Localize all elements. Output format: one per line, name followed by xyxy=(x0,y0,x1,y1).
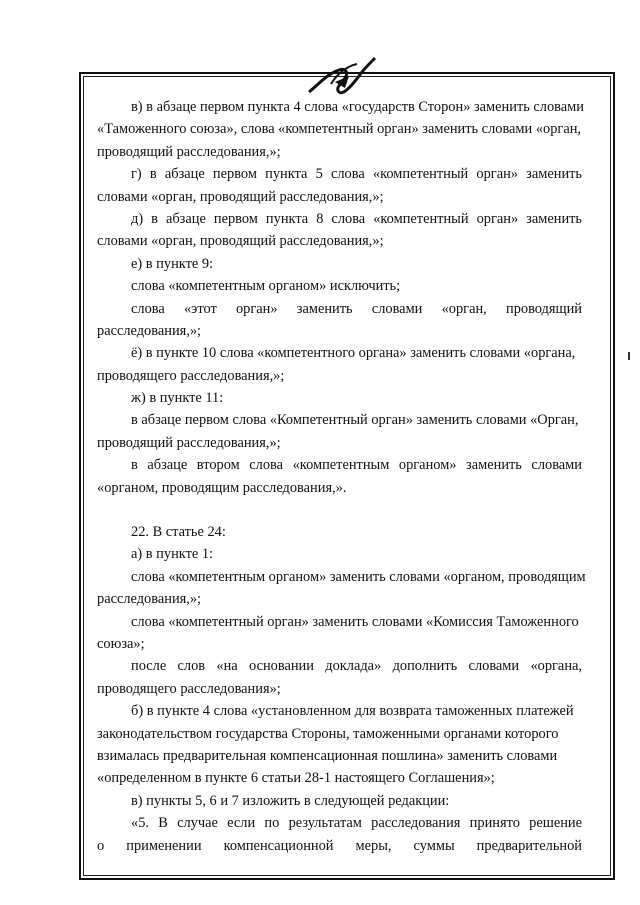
text-line: в абзаце первом слова «Компетентный орган» заменить словами «Орган, xyxy=(131,412,579,429)
paragraph-gap xyxy=(97,499,582,521)
text-line: расследования,»; xyxy=(97,322,202,339)
text-line: после слов «на основании доклада» дополнить словами «органа, xyxy=(131,658,582,675)
text-line: «5. В случае если по результатам расследования принято решение xyxy=(131,815,582,832)
text-line: расследования,»; xyxy=(97,591,202,608)
text-line: законодательством государства Стороны, таможенными органами которого xyxy=(97,725,559,742)
text-line: а) в пункте 1: xyxy=(131,546,214,563)
text-line: слова «компетентный орган» заменить словами «Комиссия Таможенного xyxy=(131,613,579,630)
section-heading: 22. В статье 24: xyxy=(131,524,226,541)
text-line: слова «компетентным органом» исключить; xyxy=(131,278,401,295)
text-line: словами «орган, проводящий расследования,»; xyxy=(97,233,384,250)
document-body xyxy=(97,96,586,857)
text-line: о применении компенсационной меры, суммы предварительной xyxy=(97,837,582,854)
text-line: ж) в пункте 11: xyxy=(131,390,224,407)
text-line: е) в пункте 9: xyxy=(131,255,214,272)
text-line: б) в пункте 4 слова «установленном для возврата таможенных платежей xyxy=(131,703,574,720)
text-line: в) пункты 5, 6 и 7 изложить в следующей редакции: xyxy=(131,792,450,809)
text-line: «определенном в пункте 6 статьи 28-1 настоящего Соглашения»; xyxy=(97,770,495,787)
text-line: проводящий расследования,»; xyxy=(97,143,281,160)
text-line: проводящего расследования,»; xyxy=(97,367,285,384)
text-line: в) в абзаце первом пункта 4 слова «государств Сторон» заменить словами xyxy=(131,99,584,115)
text-line: словами «орган, проводящий расследования,»; xyxy=(97,188,384,205)
text-line: в абзаце втором слова «компетентным органом» заменить словами xyxy=(131,457,582,474)
text-line: г) в абзаце первом пункта 5 слова «компетентный орган» заменить xyxy=(131,166,582,183)
text-line: проводящего расследования»; xyxy=(97,680,281,697)
signature-emblem-icon xyxy=(305,54,377,98)
text-line: «Таможенного союза», слова «компетентный орган» заменить словами «орган, xyxy=(97,121,582,138)
text-line: взималась предварительная компенсационная пошлина» заменить словами xyxy=(97,747,558,764)
scan-mark xyxy=(628,352,630,360)
text-line: «органом, проводящим расследования,». xyxy=(97,479,347,496)
text-line: д) в абзаце первом пункта 8 слова «компетентный орган» заменить xyxy=(131,210,582,227)
text-line: проводящий расследования,»; xyxy=(97,434,281,451)
text-line: ё) в пункте 10 слова «компетентного органа» заменить словами «органа, xyxy=(131,345,576,362)
text-line: слова «компетентным органом» заменить словами «органом, проводящим xyxy=(131,568,586,585)
text-line: союза»; xyxy=(97,635,145,652)
text-line: слова «этот орган» заменить словами «орган, проводящий xyxy=(131,300,582,317)
